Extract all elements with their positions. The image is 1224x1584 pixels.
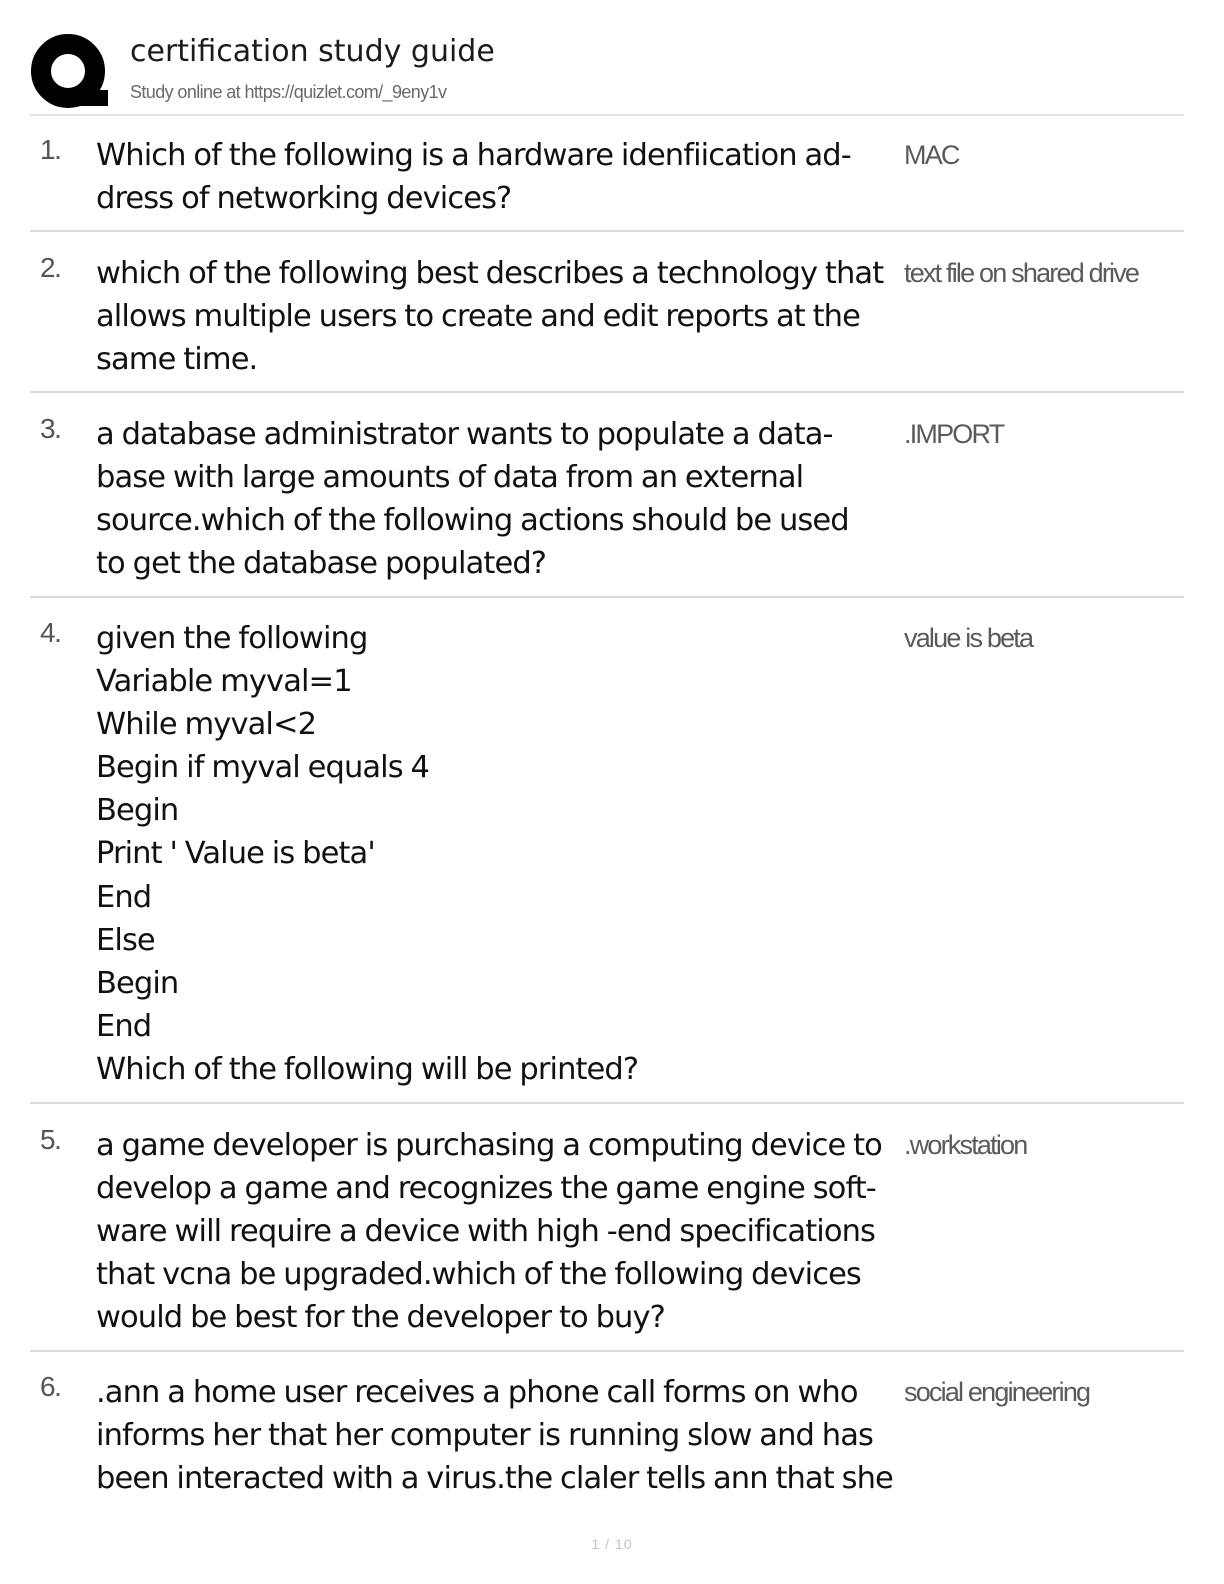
card-number: 6. bbox=[40, 1371, 61, 1402]
term-line: Variable myval=1 bbox=[96, 664, 352, 700]
term-line: informs her that her computer is running slow and has bbox=[96, 1418, 873, 1454]
flashcard-3 bbox=[30, 413, 1184, 598]
page-indicator: 1 / 10 bbox=[591, 1536, 633, 1552]
card-number: 5. bbox=[40, 1124, 61, 1155]
term-line: Begin if myval equals 4 bbox=[96, 750, 430, 786]
term-line: Which of the following is a hardware idenfiication ad- bbox=[96, 138, 851, 173]
term-line: develop a game and recognizes the game engine soft- bbox=[96, 1171, 876, 1207]
term-line: Else bbox=[96, 922, 155, 958]
card-term bbox=[96, 1124, 904, 1339]
card-definition: value is beta bbox=[904, 623, 1033, 653]
term-line: that vcna be upgraded.which of the following devices bbox=[96, 1257, 861, 1293]
term-line: While myval<2 bbox=[96, 707, 317, 743]
term-line: End bbox=[96, 879, 152, 915]
term-line: allows multiple users to create and edit reports at the bbox=[96, 299, 860, 335]
card-definition: .IMPORT bbox=[904, 419, 1004, 449]
card-definition: text file on shared drive bbox=[904, 258, 1139, 288]
term-line: same time. bbox=[96, 342, 258, 378]
term-line: been interacted with a virus.the claler tells ann that she bbox=[96, 1461, 893, 1497]
study-online-link: Study online at https://quizlet.com/_9eny1v bbox=[130, 82, 447, 102]
flashcard-4 bbox=[30, 617, 1184, 1104]
card-term bbox=[96, 413, 904, 585]
term-line: source.which of the following actions should be used bbox=[96, 503, 849, 539]
term-line: ware will require a device with high -end specifications bbox=[96, 1214, 876, 1250]
term-line: a game developer is purchasing a computing device to bbox=[96, 1128, 882, 1163]
card-number: 2. bbox=[40, 252, 61, 283]
page-title: certification study guide bbox=[130, 34, 495, 69]
card-number: 4. bbox=[40, 617, 61, 648]
term-line: dress of networking devices? bbox=[96, 181, 512, 217]
card-definition: MAC bbox=[904, 140, 959, 170]
card-term bbox=[96, 617, 904, 1091]
flashcard-1 bbox=[30, 134, 1184, 232]
term-line: would be best for the developer to buy? bbox=[96, 1300, 665, 1336]
term-line: which of the following best describes a technology that bbox=[96, 256, 884, 291]
term-line: base with large amounts of data from an external bbox=[96, 460, 804, 496]
term-line: Print ' Value is beta' bbox=[96, 836, 375, 872]
flashcard-5 bbox=[30, 1124, 1184, 1352]
flashcard-6 bbox=[30, 1371, 1184, 1511]
term-line: Begin bbox=[96, 793, 179, 829]
card-term bbox=[96, 252, 904, 381]
quizlet-logo-icon bbox=[30, 32, 110, 112]
term-line: End bbox=[96, 1008, 152, 1044]
flashcard-2 bbox=[30, 252, 1184, 393]
card-number: 1. bbox=[40, 134, 61, 165]
term-line: given the following bbox=[96, 621, 368, 656]
card-term bbox=[96, 134, 904, 220]
document-header bbox=[30, 28, 1184, 116]
card-term bbox=[96, 1371, 904, 1500]
card-definition: social engineering bbox=[904, 1377, 1090, 1407]
term-line: Which of the following will be printed? bbox=[96, 1051, 639, 1087]
card-definition: .workstation bbox=[904, 1130, 1027, 1160]
term-line: a database administrator wants to populate a data- bbox=[96, 417, 833, 452]
term-line: Begin bbox=[96, 965, 179, 1001]
card-number: 3. bbox=[40, 413, 61, 444]
term-line: to get the database populated? bbox=[96, 546, 547, 582]
term-line: .ann a home user receives a phone call forms on who bbox=[96, 1375, 858, 1410]
